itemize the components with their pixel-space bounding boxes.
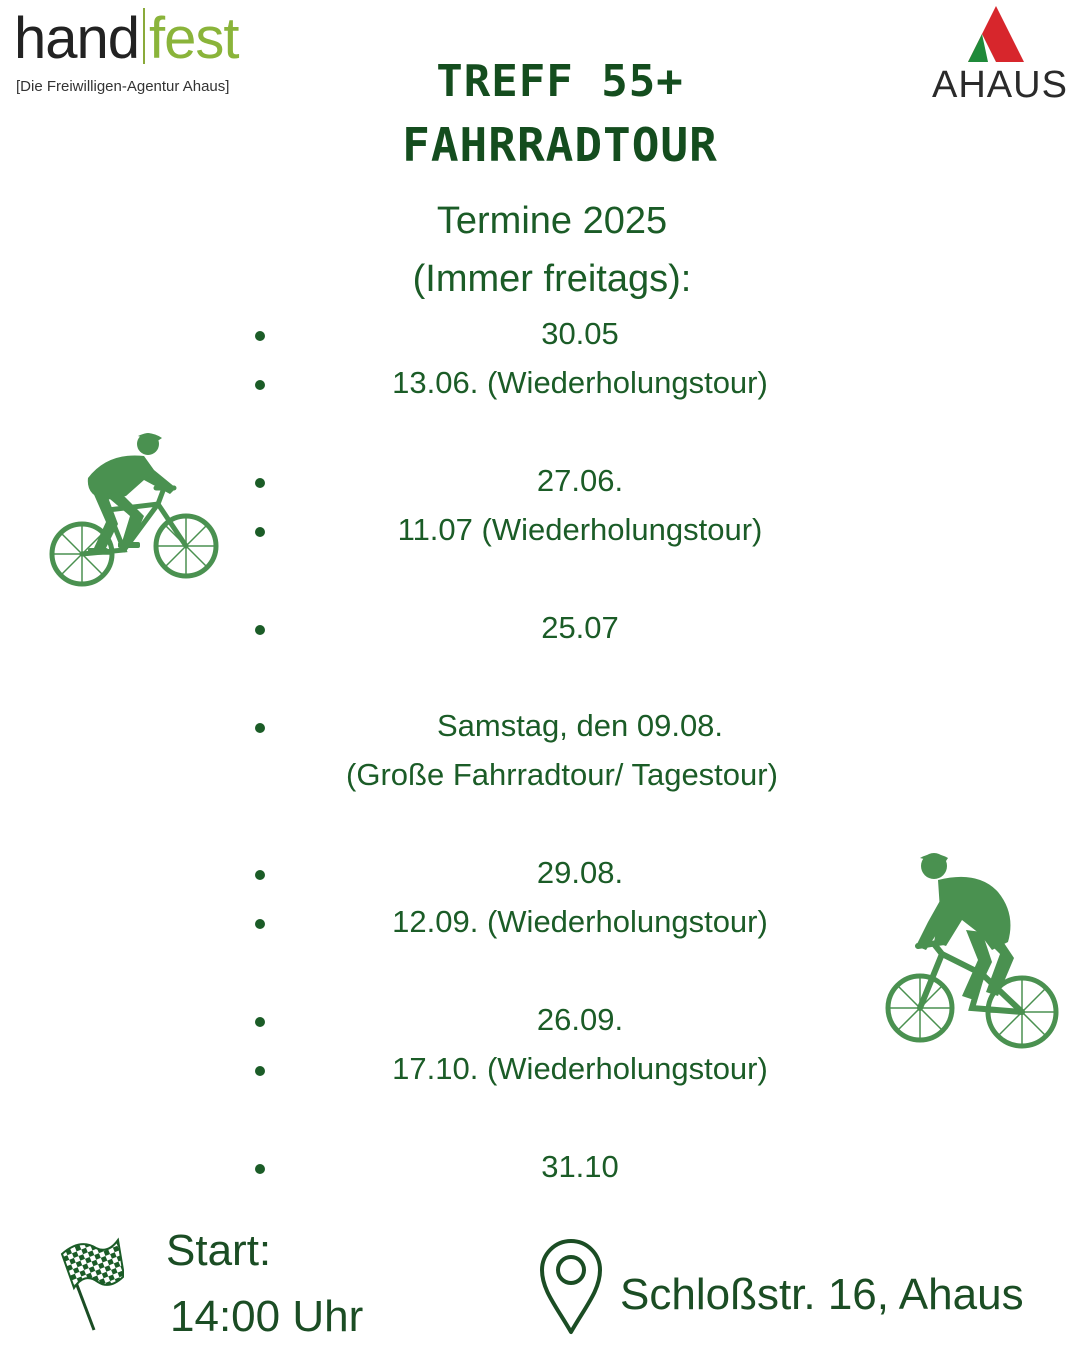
date-text: 30.05	[541, 316, 619, 351]
bullet	[255, 1017, 265, 1027]
bullet	[255, 1164, 265, 1174]
title-line-1: TREFF 55+	[436, 56, 684, 107]
date-text: 13.06. (Wiederholungstour)	[392, 365, 768, 400]
handfest-word-part1: hand	[14, 6, 140, 71]
list-item	[240, 1002, 920, 1042]
cyclist-icon	[48, 430, 220, 592]
date-text: 26.09.	[536, 1002, 624, 1037]
list-item	[240, 904, 920, 944]
start-time: 14:00 Uhr	[170, 1292, 364, 1341]
bullet	[255, 380, 265, 390]
handfest-wordmark	[14, 6, 239, 71]
bullet	[255, 870, 265, 880]
handfest-word-part2: fest	[149, 6, 239, 71]
handfest-tagline: [Die Freiwilligen-Agentur Ahaus]	[16, 78, 230, 95]
bullet	[255, 625, 265, 635]
subtitle-year: Termine 2025	[436, 200, 668, 242]
start-label: Start:	[166, 1226, 272, 1275]
ahaus-wordmark: AHAUS	[932, 64, 1068, 106]
ahaus-logo	[930, 6, 1068, 106]
subtitle-weekday: (Immer freitags):	[412, 258, 692, 300]
bullet	[255, 331, 265, 341]
date-text: 27.06.	[536, 463, 624, 498]
date-text: 31.10	[541, 1149, 619, 1184]
bullet	[255, 919, 265, 929]
list-item	[240, 365, 920, 405]
list-item	[240, 708, 920, 748]
cyclist-icon	[882, 850, 1062, 1054]
address: Schloßstr. 16, Ahaus	[620, 1270, 1024, 1319]
bullet	[255, 1066, 265, 1076]
date-text: 17.10. (Wiederholungstour)	[392, 1051, 768, 1086]
checkered-flag-icon	[58, 1232, 124, 1332]
list-item	[240, 610, 920, 650]
bullet	[255, 478, 265, 488]
list-item	[240, 1051, 920, 1091]
title-line-2: FAHRRADTOUR	[402, 118, 718, 172]
bullet	[255, 527, 265, 537]
date-text: 29.08.	[536, 855, 624, 890]
date-text: 11.07 (Wiederholungstour)	[397, 512, 763, 547]
list-item	[240, 855, 920, 895]
date-text: 25.07	[541, 610, 619, 645]
date-continuation: (Große Fahrradtour/ Tagestour)	[346, 757, 778, 792]
handfest-logo	[14, 8, 254, 108]
list-item	[240, 512, 920, 552]
ahaus-triangle-icon	[966, 6, 1026, 64]
list-item	[240, 463, 920, 503]
date-text: Samstag, den 09.08.	[436, 708, 724, 743]
location-pin-icon	[536, 1236, 606, 1336]
list-item	[240, 316, 920, 356]
list-item	[240, 1149, 920, 1189]
date-text: 12.09. (Wiederholungstour)	[392, 904, 768, 939]
bullet	[255, 723, 265, 733]
logo-separator	[143, 8, 145, 64]
